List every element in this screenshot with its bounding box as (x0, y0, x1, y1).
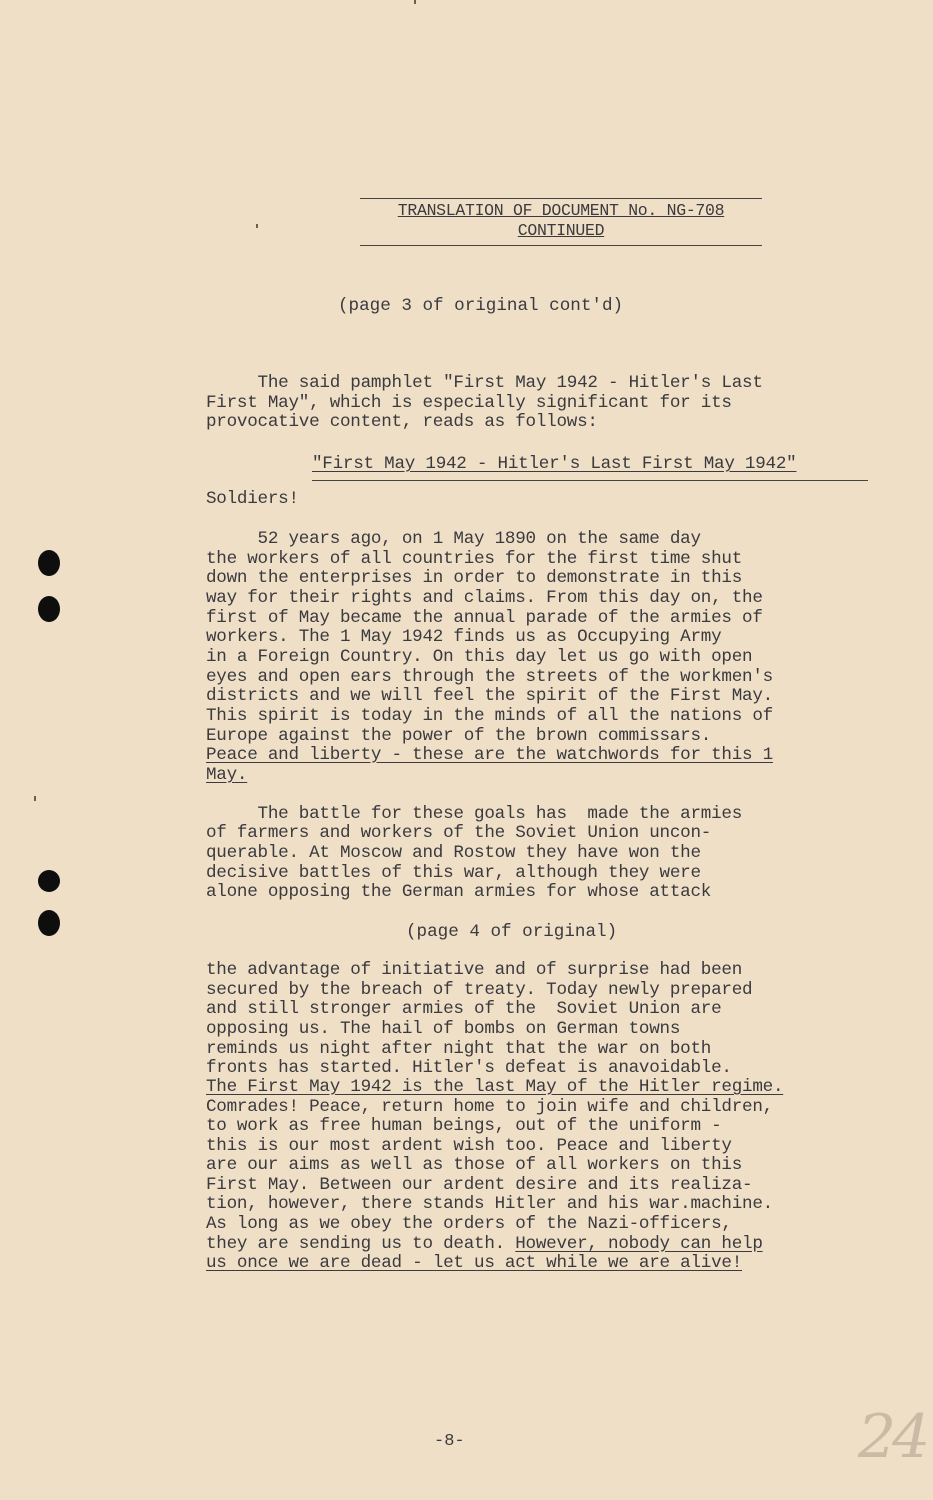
text-line: eyes and open ears through the streets of the workmen's (206, 667, 773, 687)
text-line: the advantage of initiative and of surprise had been (206, 960, 743, 980)
text-line: 52 years ago, on 1 May 1890 on the same day (206, 529, 701, 549)
underlined-line: The First May 1942 is the last May of the Hitler regime. (206, 1077, 784, 1097)
text-line: As long as we obey the orders of the Nazi-officers, (206, 1214, 732, 1234)
text-line: The battle for these goals has made the armies (206, 804, 743, 824)
text-line: fronts has started. Hitler's defeat is anavoidable. (206, 1058, 732, 1078)
text-line: districts and we will feel the spirit of the First May. (206, 686, 773, 706)
text-line: provocative content, reads as follows: (206, 412, 598, 432)
punch-hole-1 (38, 550, 60, 576)
text-line: first of May became the annual parade of the armies of (206, 608, 763, 628)
text-line: Comrades! Peace, return home to join wife and children, (206, 1097, 773, 1117)
header-subtitle: CONTINUED (517, 221, 605, 240)
punch-hole-4 (38, 910, 60, 936)
handwritten-page-number: 24 (858, 1402, 927, 1472)
text-line: Europe against the power of the brown commissars. (206, 726, 712, 746)
page-number: -8- (434, 1432, 465, 1451)
text-segment: they are sending us to death. (206, 1234, 516, 1254)
paper-speck (414, 0, 416, 4)
underlined-segment: However, nobody can help (515, 1234, 763, 1254)
document-header (360, 198, 762, 246)
text-line: First May", which is especially significant for its (206, 393, 732, 413)
text-line: First May. Between our ardent desire and its realiza- (206, 1175, 753, 1195)
punch-hole-2 (38, 596, 60, 622)
text-line: down the enterprises in order to demonstrate in this (206, 568, 743, 588)
text-line: and still stronger armies of the Soviet Union are (206, 999, 722, 1019)
text-line: reminds us night after night that the war on both (206, 1039, 712, 1059)
text-line: secured by the breach of treaty. Today newly prepared (206, 980, 753, 1000)
text-line: are our aims as well as those of all workers on this (206, 1155, 743, 1175)
paper-speck (256, 224, 258, 228)
text-line: This spirit is today in the minds of all the nations of (206, 706, 773, 726)
text-line-mixed (206, 1235, 763, 1255)
text-line: the workers of all countries for the first time shut (206, 549, 743, 569)
text-line: in a Foreign Country. On this day let us go with open (206, 647, 753, 667)
paper-speck (34, 796, 36, 801)
pamphlet-title: "First May 1942 - Hitler's Last First May 1942" (312, 454, 797, 474)
page-reference-4: (page 4 of original) (406, 922, 618, 942)
text-line: workers. The 1 May 1942 finds us as Occupying Army (206, 627, 722, 647)
punch-hole-3 (38, 870, 60, 892)
text-line: tion, however, there stands Hitler and his war.machine. (206, 1194, 773, 1214)
underlined-line: us once we are dead - let us act while we are alive! (206, 1253, 743, 1273)
title-underline (312, 480, 868, 481)
text-line: way for their rights and claims. From this day on, the (206, 588, 763, 608)
text-line: opposing us. The hail of bombs on German towns (206, 1019, 681, 1039)
text-line: alone opposing the German armies for whose attack (206, 882, 712, 902)
text-line: decisive battles of this war, although they were (206, 863, 701, 883)
underlined-line: Peace and liberty - these are the watchwords for this 1 (206, 745, 773, 765)
underlined-line: May. (206, 765, 248, 785)
header-title: TRANSLATION OF DOCUMENT No. NG-708 (397, 201, 725, 220)
text-line: of farmers and workers of the Soviet Union uncon- (206, 823, 712, 843)
text-line: this is our most ardent wish too. Peace and liberty (206, 1136, 732, 1156)
text-line: querable. At Moscow and Rostow they have won the (206, 843, 701, 863)
salutation: Soldiers! (206, 489, 299, 509)
text-line: to work as free human beings, out of the uniform - (206, 1116, 722, 1136)
text-line: The said pamphlet "First May 1942 - Hitler's Last (206, 373, 763, 393)
page-reference-3: (page 3 of original cont'd) (338, 296, 624, 316)
